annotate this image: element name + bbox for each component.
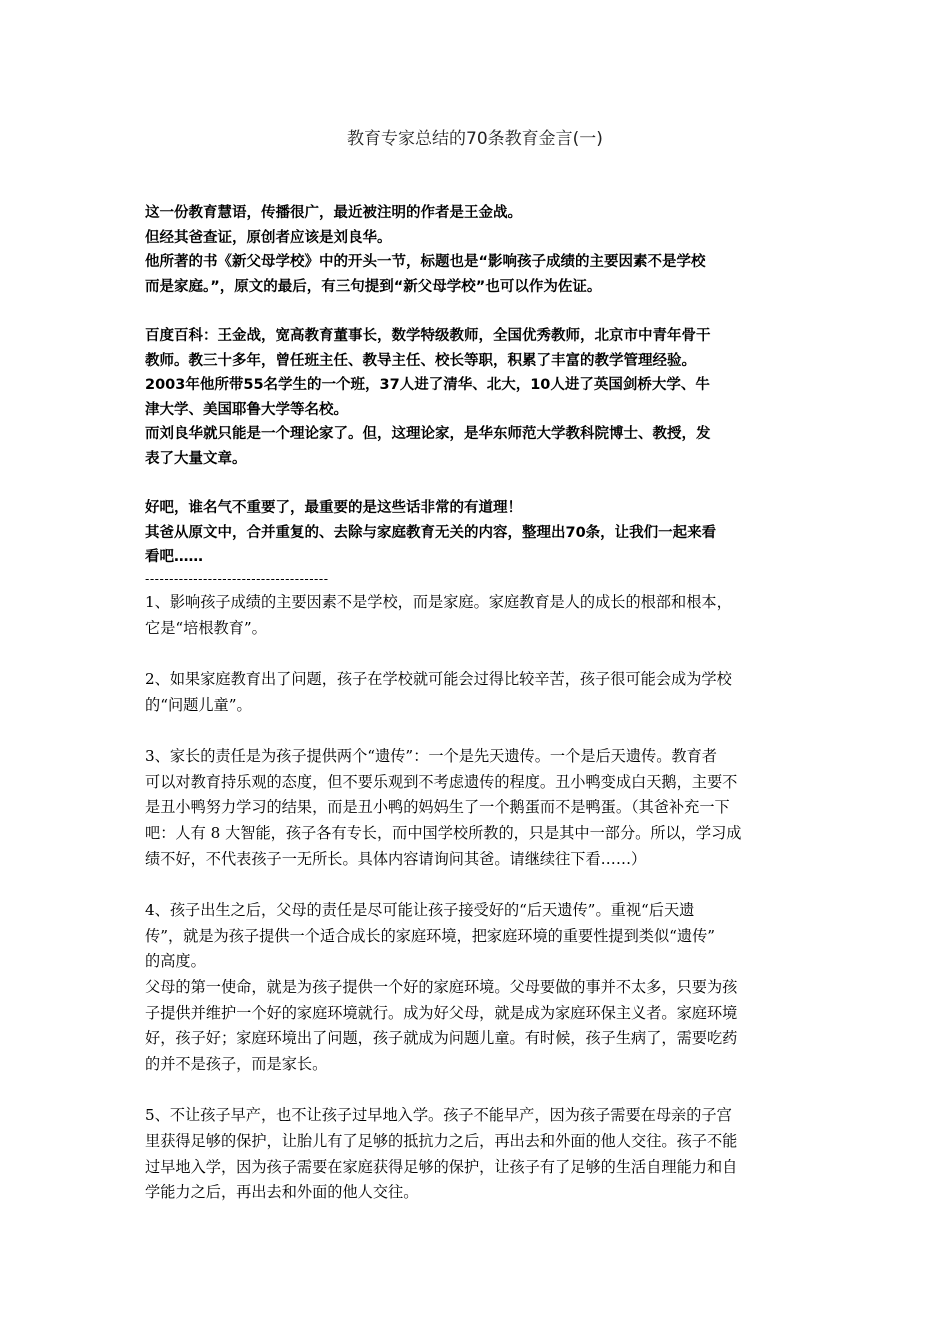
item-line: 它是“培根教育”。 [145, 618, 267, 637]
intro-line: 其爸从原文中，合并重复的、去除与家庭教育无关的内容，整理出70条，让我们一起来看 [145, 524, 717, 541]
intro-line: 看吧…… [145, 549, 203, 566]
item-line: 吧：人有 8 大智能，孩子各有专长，而中国学校所教的，只是其中一部分。所以，学习成 [145, 824, 742, 843]
intro-line: 好吧，谁名气不重要了，最重要的是这些话非常的有道理！ [145, 500, 522, 517]
intro-line: 这一份教育慧语，传播很广，最近被注明的作者是王金战。 [145, 205, 522, 221]
list-item [145, 590, 810, 641]
intro-line: 百度百科：王金战，宽高教育董事长，数学特级教师，全国优秀教师，北京市中青年骨干 [145, 327, 711, 344]
item-line: 2、如果家庭教育出了问题，孩子在学校就可能会过得比较辛苦，孩子很可能会成为学校 [145, 670, 732, 689]
spacer [145, 472, 810, 497]
item-line: 3、家长的责任是为孩子提供两个“遗传”：一个是先天遗传。一个是后天遗传。教育者 [145, 747, 717, 766]
intro-block-source [145, 201, 810, 299]
intro-block-bio [145, 324, 810, 472]
item-line: 里获得足够的保护，让胎儿有了足够的抵抗力之后，再出去和外面的他人交往。孩子不能 [145, 1132, 738, 1150]
item-line: 的高度。 [145, 952, 206, 971]
intro-block-summary [145, 496, 810, 570]
intro-line: 教师。教三十多年，曾任班主任、教导主任、校长等职，积累了丰富的教学管理经验。 [145, 352, 696, 369]
item-line: 学能力之后，再出去和外面的他人交往。 [145, 1183, 419, 1202]
item-line: 传”，就是为孩子提供一个适合成长的家庭环境，把家庭环境的重要性提到类似“遗传” [145, 926, 716, 945]
item-line: 1、影响孩子成绩的主要因素不是学校，而是家庭。家庭教育是人的成长的根部和根本， [145, 592, 732, 611]
document-body [145, 201, 810, 1232]
item-line: 绩不好，不代表孩子一无所长。具体内容请询问其爸。请继续往下看……） [145, 849, 647, 868]
separator-line: -------------------------------------- [145, 571, 329, 586]
intro-line: 2003年他所带55名学生的一个班，37人进了清华、北大，10人进了英国剑桥大学、牛 [145, 377, 710, 394]
item-line: 好，孩子好；家庭环境出了问题，孩子就成为问题儿童。有时候，孩子生病了，需要吃药 [145, 1029, 738, 1048]
list-item [145, 1103, 810, 1205]
list-item [145, 744, 810, 872]
document-title: 教育专家总结的70条教育金言(一) [347, 129, 603, 149]
item-line: 父母的第一使命，就是为孩子提供一个好的家庭环境。父母要做的事并不太多，只要为孩 [145, 978, 738, 997]
intro-line: 表了大量文章。 [145, 450, 247, 467]
intro-line: 津大学、美国耶鲁大学等名校。 [145, 401, 348, 418]
item-line: 可以对教育持乐观的态度，但不要乐观到不考虑遗传的程度。丑小鸭变成白天鹅，主要不 [145, 772, 738, 791]
intro-line: 而是家庭。”，原文的最后，有三句提到“新父母学校”也可以作为佐证。 [145, 278, 602, 295]
intro-line: 但经其爸查证，原创者应该是刘良华。 [145, 229, 392, 246]
spacer [145, 299, 810, 324]
item-line: 5、不让孩子早产，也不让孩子过早地入学。孩子不能早产，因为孩子需要在母亲的子宫 [145, 1106, 732, 1125]
intro-line: 他所著的书《新父母学校》中的开头一节，标题也是“影响孩子成绩的主要因素不是学校 [145, 254, 706, 271]
item-line: 是丑小鸭努力学习的结果，而是丑小鸭的妈妈生了一个鹅蛋而不是鸭蛋。（其爸补充一下 [145, 798, 730, 817]
list-item [145, 898, 810, 1077]
item-line: 的“问题儿童”。 [145, 695, 252, 714]
item-line: 的并不是孩子，而是家长。 [145, 1054, 328, 1073]
intro-line: 而刘良华就只能是一个理论家了。但，这理论家，是华东师范大学教科院博士、教授，发 [145, 426, 711, 443]
item-line: 过早地入学，因为孩子需要在家庭获得足够的保护，让孩子有了足够的生活自理能力和自 [145, 1157, 738, 1176]
list-item [145, 667, 810, 718]
item-line: 子提供并维护一个好的家庭环境就行。成为好父母，就是成为家庭环保主义者。家庭环境 [145, 1003, 738, 1022]
item-line: 4、孩子出生之后，父母的责任是尽可能让孩子接受好的“后天遗传”。重视“后天遗 [145, 901, 695, 920]
